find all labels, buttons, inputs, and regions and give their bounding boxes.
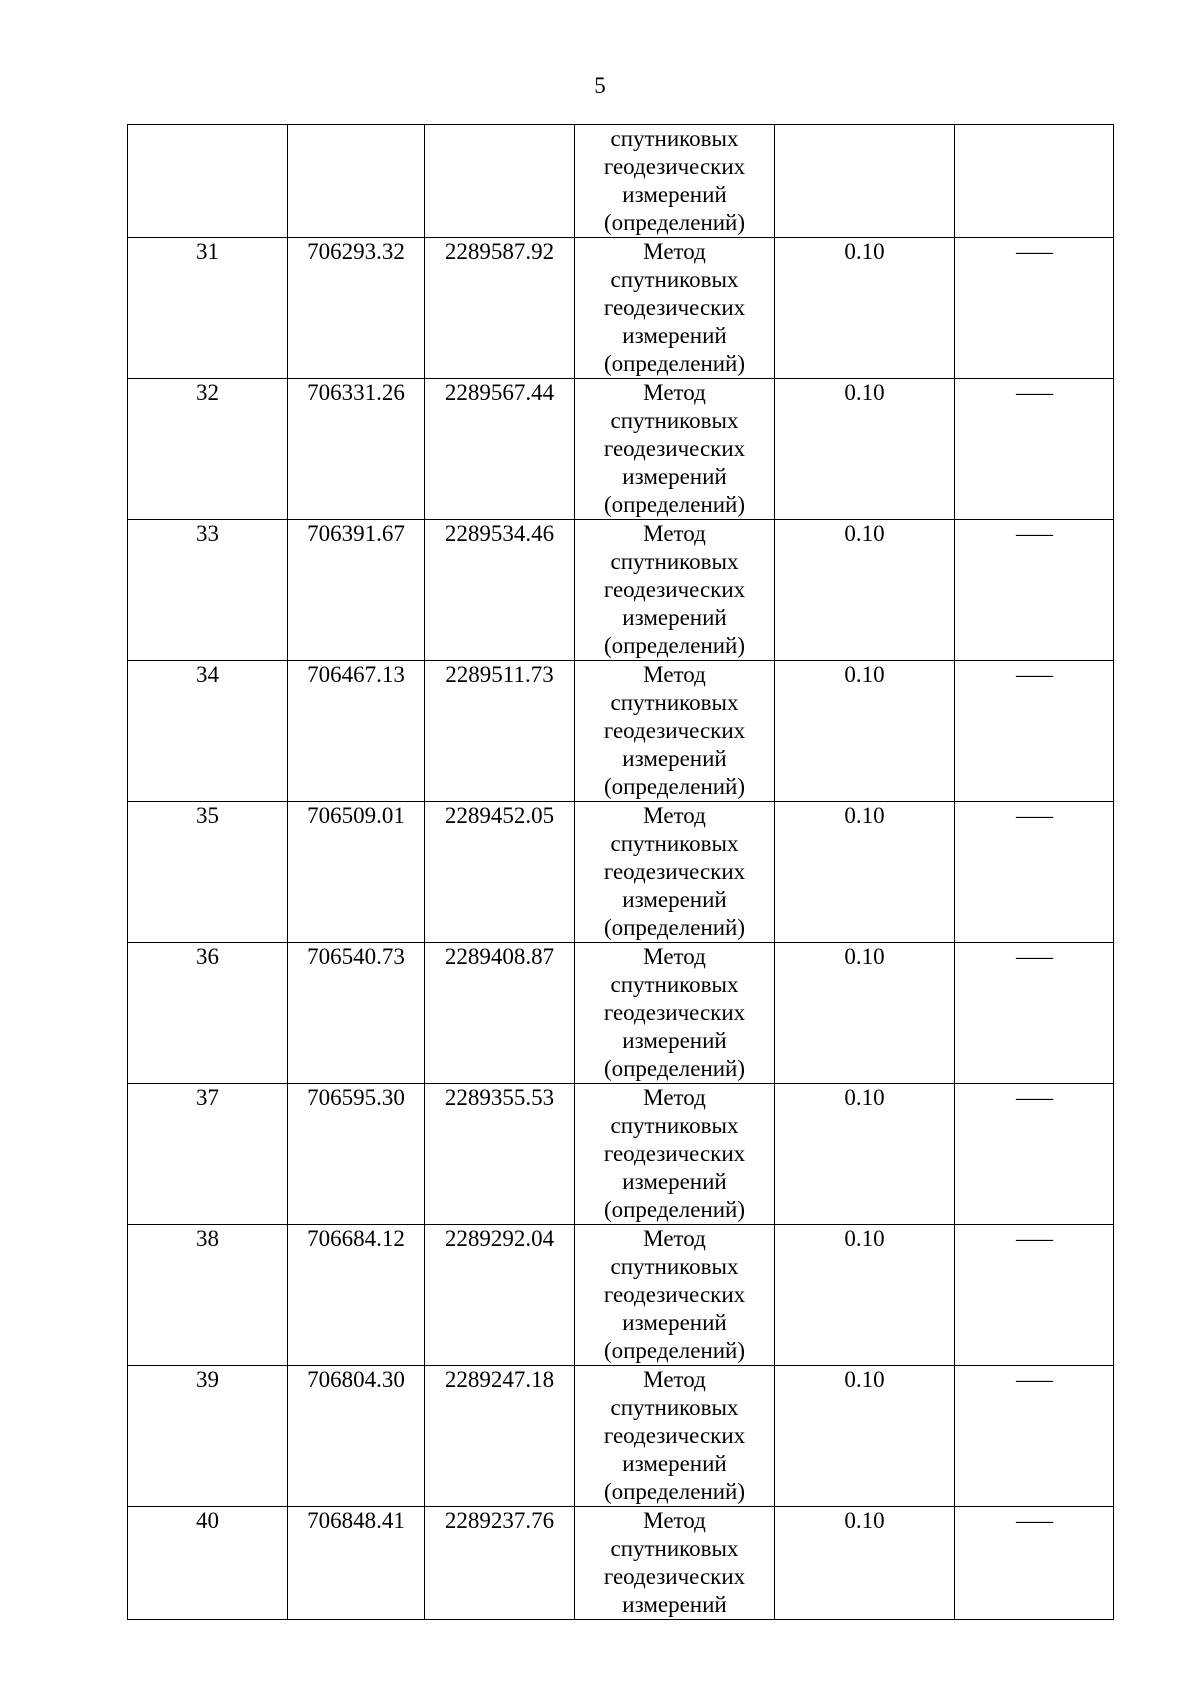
method-line: спутниковых	[610, 1395, 739, 1420]
dash-mark: —	[1015, 239, 1053, 264]
method-line: измерений	[622, 1451, 727, 1476]
method-cell	[575, 379, 775, 520]
method-line: спутниковых	[610, 549, 739, 574]
dash-mark: —	[1015, 803, 1053, 828]
method-line: измерений	[622, 746, 727, 771]
note-cell	[955, 125, 1114, 238]
method-line: Метод	[643, 1085, 706, 1110]
accuracy-cell: 0.10	[775, 1225, 955, 1366]
accuracy-cell	[775, 125, 955, 238]
accuracy-cell: 0.10	[775, 238, 955, 379]
method-cell	[575, 802, 775, 943]
y-coordinate-cell: 2289452.05	[425, 802, 575, 943]
note-cell	[955, 802, 1114, 943]
y-coordinate-cell: 2289587.92	[425, 238, 575, 379]
point-number-cell	[128, 125, 288, 238]
method-line: (определений)	[603, 492, 746, 517]
y-coordinate-cell: 2289408.87	[425, 943, 575, 1084]
point-number-cell: 39	[128, 1366, 288, 1507]
table-row	[128, 520, 1114, 661]
method-line: (определений)	[603, 1479, 746, 1504]
method-line: измерений	[622, 1028, 727, 1053]
method-line: спутниковых	[610, 408, 739, 433]
method-line: (определений)	[603, 351, 746, 376]
method-line: Метод	[643, 1367, 706, 1392]
method-line: спутниковых	[610, 267, 739, 292]
table-row	[128, 1225, 1114, 1366]
x-coordinate-cell: 706804.30	[288, 1366, 425, 1507]
dash-mark: —	[1015, 1367, 1053, 1392]
table-row	[128, 1366, 1114, 1507]
x-coordinate-cell: 706391.67	[288, 520, 425, 661]
x-coordinate-cell: 706595.30	[288, 1084, 425, 1225]
note-cell	[955, 943, 1114, 1084]
accuracy-cell: 0.10	[775, 1366, 955, 1507]
method-line: Метод	[643, 380, 706, 405]
method-line: (определений)	[603, 774, 746, 799]
x-coordinate-cell: 706540.73	[288, 943, 425, 1084]
method-line: измерений	[622, 1592, 727, 1617]
table-row	[128, 661, 1114, 802]
accuracy-cell: 0.10	[775, 661, 955, 802]
x-coordinate-cell: 706509.01	[288, 802, 425, 943]
accuracy-cell: 0.10	[775, 802, 955, 943]
method-line: геодезических	[603, 295, 746, 320]
method-line: геодезических	[603, 1564, 746, 1589]
method-line: геодезических	[603, 1423, 746, 1448]
accuracy-cell: 0.10	[775, 1084, 955, 1225]
y-coordinate-cell: 2289237.76	[425, 1507, 575, 1620]
dash-mark: —	[1015, 380, 1053, 405]
table-row	[128, 802, 1114, 943]
method-line: спутниковых	[610, 972, 739, 997]
table-row-continuation	[128, 125, 1114, 238]
dash-mark: —	[1015, 1226, 1053, 1251]
table-row	[128, 1084, 1114, 1225]
method-line: Метод	[643, 1226, 706, 1251]
method-line: измерений	[622, 323, 727, 348]
y-coordinate-cell: 2289355.53	[425, 1084, 575, 1225]
method-cell	[575, 125, 775, 238]
point-number-cell: 38	[128, 1225, 288, 1366]
point-number-cell: 33	[128, 520, 288, 661]
method-line: геодезических	[603, 718, 746, 743]
note-cell	[955, 661, 1114, 802]
method-line: измерений	[622, 1169, 727, 1194]
method-line: спутниковых	[610, 1113, 739, 1138]
method-line: Метод	[643, 521, 706, 546]
dash-mark: —	[1015, 1508, 1053, 1533]
method-line: (определений)	[603, 1338, 746, 1363]
note-cell	[955, 1084, 1114, 1225]
method-cell	[575, 1507, 775, 1620]
point-number-cell: 37	[128, 1084, 288, 1225]
table-row	[128, 379, 1114, 520]
method-line: Метод	[643, 662, 706, 687]
y-coordinate-cell: 2289567.44	[425, 379, 575, 520]
note-cell	[955, 238, 1114, 379]
method-cell	[575, 520, 775, 661]
method-line: геодезических	[603, 1282, 746, 1307]
dash-mark: —	[1015, 944, 1053, 969]
x-coordinate-cell	[288, 125, 425, 238]
point-number-cell: 34	[128, 661, 288, 802]
method-line: спутниковых	[610, 1254, 739, 1279]
note-cell	[955, 1366, 1114, 1507]
note-cell	[955, 379, 1114, 520]
x-coordinate-cell: 706467.13	[288, 661, 425, 802]
coordinates-table	[127, 124, 1114, 1620]
accuracy-cell: 0.10	[775, 1507, 955, 1620]
method-line: геодезических	[603, 859, 746, 884]
method-line: геодезических	[603, 577, 746, 602]
method-line: (определений)	[603, 633, 746, 658]
accuracy-cell: 0.10	[775, 379, 955, 520]
x-coordinate-cell: 706331.26	[288, 379, 425, 520]
method-line: геодезических	[603, 1000, 746, 1025]
method-line: Метод	[643, 1508, 706, 1533]
table-row	[128, 238, 1114, 379]
table-row	[128, 1507, 1114, 1620]
y-coordinate-cell: 2289511.73	[425, 661, 575, 802]
method-cell	[575, 661, 775, 802]
method-line: спутниковых	[610, 831, 739, 856]
method-line: Метод	[643, 803, 706, 828]
method-line: измерений	[622, 182, 727, 207]
dash-mark: —	[1015, 1085, 1053, 1110]
page-number: 5	[594, 73, 606, 98]
method-line: (определений)	[603, 1197, 746, 1222]
method-line: (определений)	[603, 1056, 746, 1081]
method-cell	[575, 1366, 775, 1507]
point-number-cell: 31	[128, 238, 288, 379]
table-body	[128, 125, 1114, 1620]
method-cell	[575, 1084, 775, 1225]
note-cell	[955, 1225, 1114, 1366]
y-coordinate-cell	[425, 125, 575, 238]
note-cell	[955, 520, 1114, 661]
note-cell	[955, 1507, 1114, 1620]
method-line: спутниковых	[610, 126, 739, 151]
method-line: геодезических	[603, 436, 746, 461]
accuracy-cell: 0.10	[775, 943, 955, 1084]
y-coordinate-cell: 2289534.46	[425, 520, 575, 661]
dash-mark: —	[1015, 662, 1053, 687]
point-number-cell: 35	[128, 802, 288, 943]
point-number-cell: 40	[128, 1507, 288, 1620]
method-cell	[575, 238, 775, 379]
point-number-cell: 36	[128, 943, 288, 1084]
x-coordinate-cell: 706848.41	[288, 1507, 425, 1620]
method-line: Метод	[643, 944, 706, 969]
y-coordinate-cell: 2289247.18	[425, 1366, 575, 1507]
y-coordinate-cell: 2289292.04	[425, 1225, 575, 1366]
method-line: спутниковых	[610, 1536, 739, 1561]
x-coordinate-cell: 706684.12	[288, 1225, 425, 1366]
method-cell	[575, 1225, 775, 1366]
x-coordinate-cell: 706293.32	[288, 238, 425, 379]
dash-mark: —	[1015, 521, 1053, 546]
method-line: геодезических	[603, 154, 746, 179]
method-cell	[575, 943, 775, 1084]
method-line: измерений	[622, 1310, 727, 1335]
accuracy-cell: 0.10	[775, 520, 955, 661]
method-line: Метод	[643, 239, 706, 264]
method-line: (определений)	[603, 210, 746, 235]
table-row	[128, 943, 1114, 1084]
method-line: геодезических	[603, 1141, 746, 1166]
method-line: измерений	[622, 464, 727, 489]
point-number-cell: 32	[128, 379, 288, 520]
method-line: (определений)	[603, 915, 746, 940]
method-line: спутниковых	[610, 690, 739, 715]
method-line: измерений	[622, 887, 727, 912]
method-line: измерений	[622, 605, 727, 630]
